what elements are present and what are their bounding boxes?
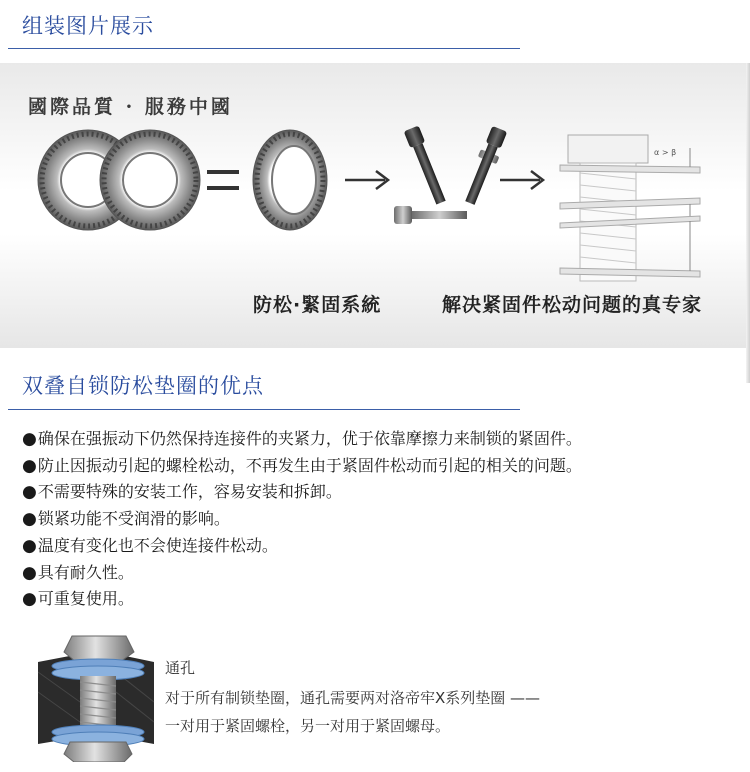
advantage-item: ●不需要特殊的安装工作，容易安装和拆卸。 (22, 482, 342, 503)
angle-label: α > β (654, 148, 677, 157)
slogan-expert: 解决紧固件松动问题的真专家 (442, 294, 703, 316)
through-hole-note (165, 657, 540, 743)
washer-right-icon (100, 130, 200, 230)
equals-sign-icon (207, 170, 239, 190)
bullet-icon: ● (22, 562, 37, 583)
slogan-quality: 國際品質 · 服務中國 (28, 96, 233, 118)
through-hole-line1: 对于所有制锁垫圈，通孔需要两对洛帝牢X系列垫圈 —— (165, 689, 541, 707)
gallery-title: 组装图片展示 (22, 14, 154, 38)
bullet-icon: ● (22, 482, 37, 503)
advantage-item: ●温度有变化也不会使连接件松动。 (22, 535, 278, 556)
bullet-icon: ● (22, 535, 37, 556)
bolt-through-hole-icon (30, 632, 158, 762)
slogan-system: 防松·緊固系統 (253, 294, 382, 316)
bullet-icon: ● (22, 455, 37, 476)
arrow-right-icon-2 (500, 171, 543, 189)
advantages-title-rule (8, 409, 520, 410)
washer-pair-icon (253, 130, 327, 230)
gallery-title-rule (8, 48, 520, 49)
advantages-title: 双叠自锁防松垫圈的优点 (22, 374, 264, 398)
advantages-list (22, 426, 582, 613)
cross-section-diagram (560, 135, 700, 281)
advantage-item: ●锁紧功能不受润滑的影响。 (22, 509, 230, 530)
bullet-icon: ● (22, 429, 37, 449)
advantage-item: ●可重复使用。 (22, 589, 134, 610)
through-hole-line2: 一对用于紧固螺栓，另一对用于紧固螺母。 (165, 717, 451, 735)
advantage-item: ●防止因振动引起的螺栓松动，不再发生由于紧固件松动而引起的相关的问题。 (22, 455, 582, 476)
bullet-icon: ● (22, 509, 37, 530)
advantage-item: ●具有耐久性。 (22, 562, 134, 583)
bolts-icon (394, 125, 509, 224)
through-hole-title: 通孔 (165, 659, 196, 677)
bullet-icon: ● (22, 589, 37, 610)
advantage-item: ●确保在强振动下仍然保持连接件的夹紧力，优于依靠摩擦力来制锁的紧固件。 (22, 429, 582, 449)
arrow-right-icon (345, 171, 388, 189)
